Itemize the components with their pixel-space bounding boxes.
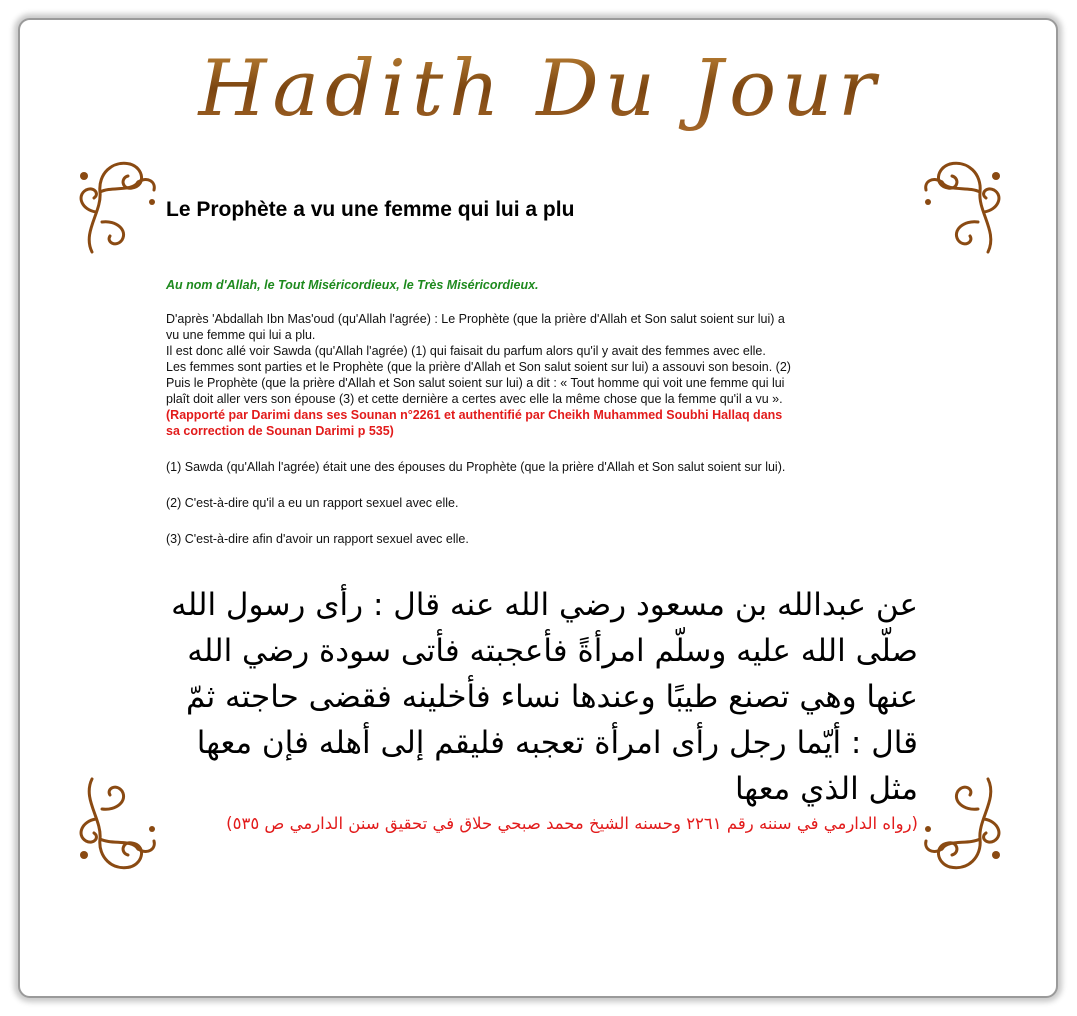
paragraph-line: plaît doit aller vers son épouse (3) et cette dernière a certes avec elle la même chose que la femme qu'il a vu ».: [166, 392, 783, 406]
post-content: [166, 195, 916, 547]
footnote-3: (3) C'est-à-dire afin d'avoir un rapport sexuel avec elle.: [166, 532, 469, 546]
reference-line: sa correction de Sounan Darimi p 535): [166, 424, 394, 438]
footnote-2: (2) C'est-à-dire qu'il a eu un rapport sexuel avec elle.: [166, 496, 459, 510]
corner-ornament-top-left: [72, 152, 162, 257]
paragraph-line: D'après 'Abdallah Ibn Mas'oud (qu'Allah l'agrée) : Le Prophète (que la prière d'Allah et Son salut soient sur lui) a: [166, 312, 785, 326]
corner-ornament-top-right: [918, 152, 1008, 257]
arabic-line: عنها وهي تصنع طيبًا وعندها نساء فأخلينه فقضى حاجته ثمّ: [185, 679, 918, 715]
corner-ornament-bottom-left: [72, 774, 162, 879]
basmala: Au nom d'Allah, le Tout Miséricordieux, le Très Miséricordieux.: [166, 278, 539, 292]
paragraph-line: Il est donc allé voir Sawda (qu'Allah l'agrée) (1) qui faisait du parfum alors qu'il y avait des femmes avec elle.: [166, 344, 766, 358]
hadith-arabic-text: [166, 582, 918, 812]
post-title: Le Prophète a vu une femme qui lui a plu: [166, 198, 575, 221]
arabic-line: عن عبدالله بن مسعود رضي الله عنه قال : رأى رسول الله: [171, 587, 918, 623]
banner-title-text: Hadith Du Jour: [198, 44, 882, 134]
reference-line: (Rapporté par Darimi dans ses Sounan n°2261 et authentifié par Cheikh Muhammed Soubhi Hallaq dans: [166, 408, 783, 422]
hadith-french-text: [166, 311, 916, 439]
footnote-1: (1) Sawda (qu'Allah l'agrée) était une des épouses du Prophète (que la prière d'Allah et Son salut soient sur lui).: [166, 460, 786, 474]
arabic-line: قال : أيّما رجل رأى امرأة تعجبه فليقم إلى أهله فإن معها: [196, 725, 918, 761]
french-reference: [166, 407, 916, 439]
paragraph-line: vu une femme qui lui a plu.: [166, 328, 316, 342]
corner-ornament-bottom-right: [918, 774, 1008, 879]
arabic-line: صلّى الله عليه وسلّم امرأةً فأعجبته فأتى سودة رضي الله: [187, 633, 918, 669]
arabic-line: مثل الذي معها: [734, 771, 918, 807]
banner-title: [150, 20, 930, 170]
paragraph-line: Les femmes sont parties et le Prophète (que la prière d'Allah et Son salut soient sur lui) a assouvi son besoin. (2): [166, 360, 791, 374]
paragraph-line: Puis le Prophète (que la prière d'Allah et Son salut soient sur lui) a dit : « Tout homme qui voit une femme qui lui: [166, 376, 785, 390]
arabic-reference: (رواه الدارمي في سننه رقم ٢٢٦١ وحسنه الشيخ محمد صبحي حلاق في تحقيق سنن الدارمي ص ٥٣٥): [226, 814, 918, 833]
